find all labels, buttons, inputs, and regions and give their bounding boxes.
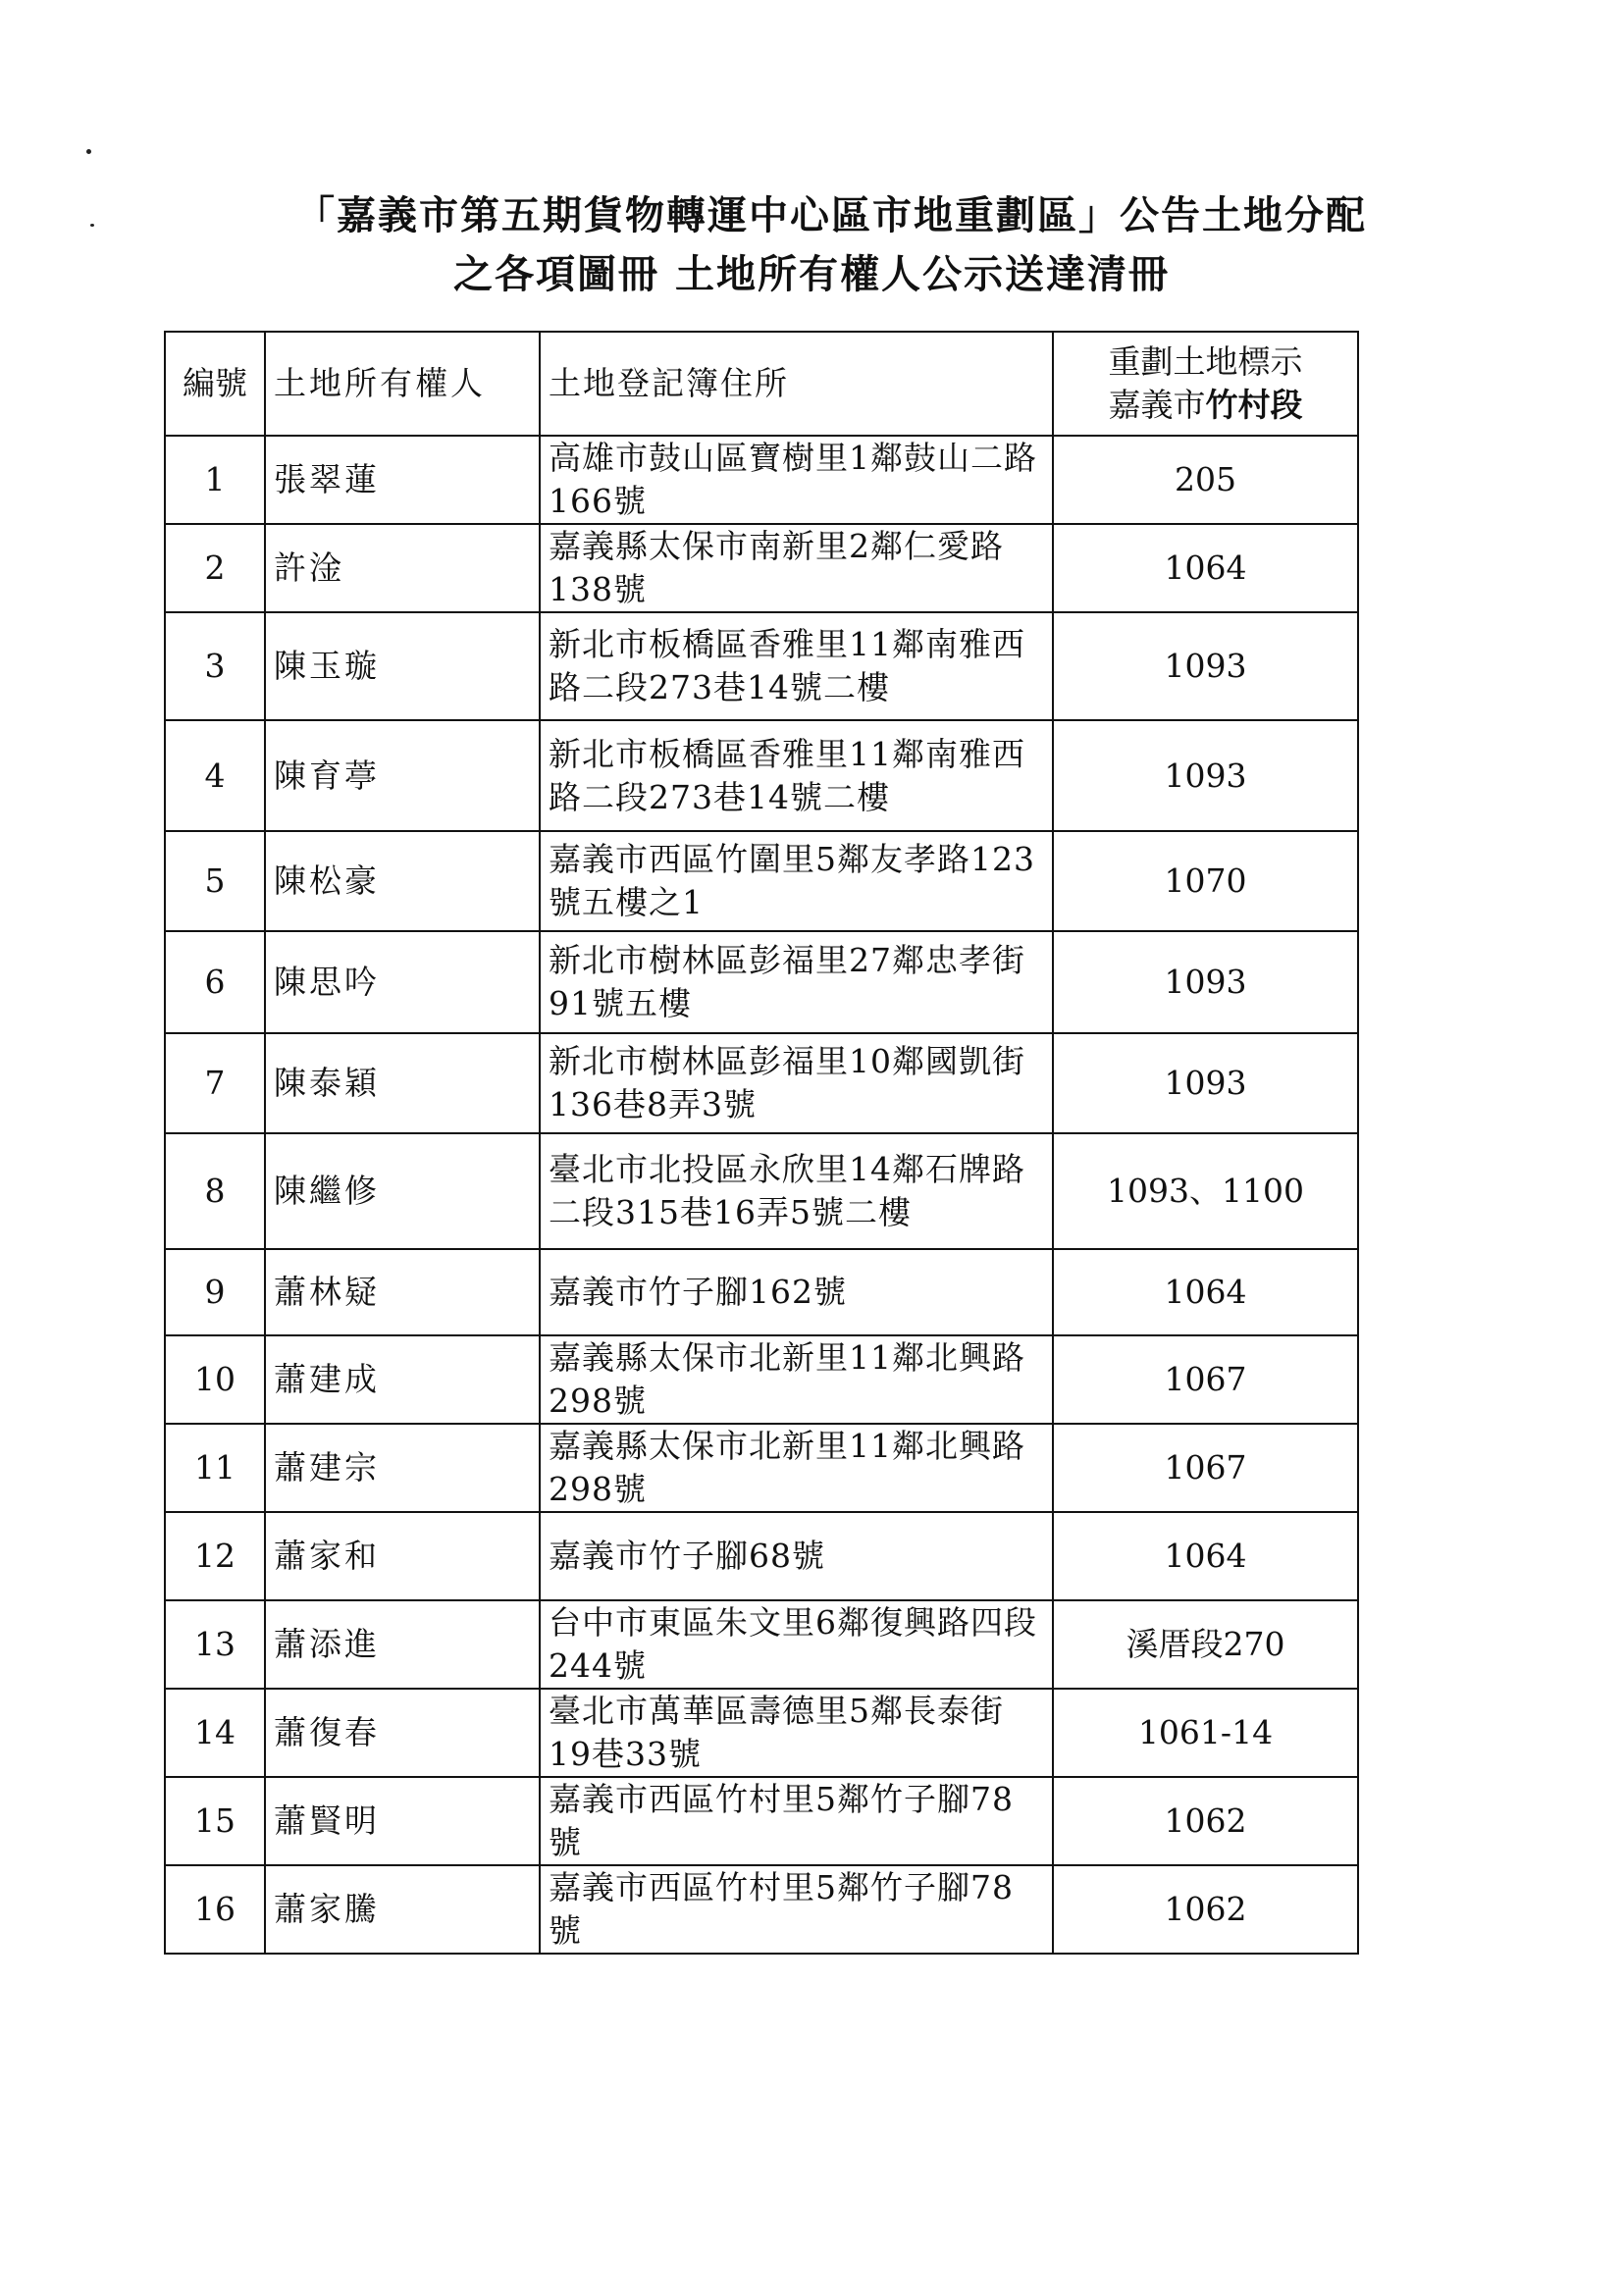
table-row bbox=[165, 1335, 1358, 1424]
row-parcel: 1093 bbox=[1053, 931, 1358, 1033]
header-owner: 土地所有權人 bbox=[265, 332, 540, 436]
row-number: 16 bbox=[165, 1865, 265, 1954]
row-parcel: 1061-14 bbox=[1053, 1689, 1358, 1777]
row-address: 台中市東區朱文里6鄰復興路四段244號 bbox=[540, 1600, 1053, 1689]
table-row bbox=[165, 1033, 1358, 1133]
row-address: 嘉義縣太保市南新里2鄰仁愛路138號 bbox=[540, 524, 1053, 612]
header-parcel-section: 竹村段 bbox=[1205, 386, 1303, 424]
row-address: 嘉義市竹子腳68號 bbox=[540, 1512, 1053, 1600]
row-owner: 陳松豪 bbox=[265, 831, 540, 931]
row-parcel: 1070 bbox=[1053, 831, 1358, 931]
row-owner: 蕭家和 bbox=[265, 1512, 540, 1600]
row-owner: 蕭賢明 bbox=[265, 1777, 540, 1865]
row-owner: 蕭復春 bbox=[265, 1689, 540, 1777]
table-row bbox=[165, 1600, 1358, 1689]
title-line-2: 之各項圖冊 土地所有權人公示送達清冊 bbox=[453, 251, 1170, 297]
row-number: 15 bbox=[165, 1777, 265, 1865]
row-number: 13 bbox=[165, 1600, 265, 1689]
row-address: 嘉義市西區竹圍里5鄰友孝路123號五樓之1 bbox=[540, 831, 1053, 931]
row-parcel: 溪厝段270 bbox=[1053, 1600, 1358, 1689]
table-row bbox=[165, 1512, 1358, 1600]
scan-speck bbox=[86, 149, 91, 154]
row-address: 新北市樹林區彭福里27鄰忠孝街91號五樓 bbox=[540, 931, 1053, 1033]
row-parcel: 1093 bbox=[1053, 720, 1358, 831]
row-owner: 陳泰穎 bbox=[265, 1033, 540, 1133]
row-address: 新北市板橋區香雅里11鄰南雅西路二段273巷14號二樓 bbox=[540, 612, 1053, 720]
row-parcel: 1064 bbox=[1053, 1249, 1358, 1335]
row-address: 嘉義市西區竹村里5鄰竹子腳78號 bbox=[540, 1777, 1053, 1865]
row-number: 9 bbox=[165, 1249, 265, 1335]
row-address: 嘉義縣太保市北新里11鄰北興路298號 bbox=[540, 1424, 1053, 1512]
row-parcel: 1064 bbox=[1053, 1512, 1358, 1600]
row-parcel: 1093 bbox=[1053, 612, 1358, 720]
row-owner: 蕭添進 bbox=[265, 1600, 540, 1689]
header-parcel-line1: 重劃土地標示 bbox=[1108, 342, 1303, 381]
table-row bbox=[165, 1133, 1358, 1249]
table-body bbox=[165, 436, 1358, 1954]
document-title bbox=[0, 186, 1623, 304]
title-line-1: 「嘉義市第五期貨物轉運中心區市地重劃區」公告土地分配 bbox=[295, 192, 1367, 238]
row-number: 14 bbox=[165, 1689, 265, 1777]
row-address: 高雄市鼓山區寶樹里1鄰鼓山二路166號 bbox=[540, 436, 1053, 524]
table-row bbox=[165, 1777, 1358, 1865]
row-number: 7 bbox=[165, 1033, 265, 1133]
header-parcel bbox=[1053, 332, 1358, 436]
row-address: 臺北市北投區永欣里14鄰石牌路二段315巷16弄5號二樓 bbox=[540, 1133, 1053, 1249]
header-parcel-line2 bbox=[1062, 384, 1349, 427]
row-owner: 蕭家騰 bbox=[265, 1865, 540, 1954]
row-parcel: 1062 bbox=[1053, 1777, 1358, 1865]
row-number: 11 bbox=[165, 1424, 265, 1512]
row-owner: 陳育葶 bbox=[265, 720, 540, 831]
row-owner: 蕭林疑 bbox=[265, 1249, 540, 1335]
row-parcel: 1067 bbox=[1053, 1424, 1358, 1512]
header-address: 土地登記簿住所 bbox=[540, 332, 1053, 436]
table-row bbox=[165, 612, 1358, 720]
row-number: 8 bbox=[165, 1133, 265, 1249]
row-number: 5 bbox=[165, 831, 265, 931]
header-parcel-city: 嘉義市 bbox=[1108, 386, 1206, 424]
row-parcel: 1064 bbox=[1053, 524, 1358, 612]
table-row bbox=[165, 831, 1358, 931]
row-parcel: 1062 bbox=[1053, 1865, 1358, 1954]
row-owner: 張翠蓮 bbox=[265, 436, 540, 524]
row-owner: 陳思吟 bbox=[265, 931, 540, 1033]
table-row bbox=[165, 1424, 1358, 1512]
row-address: 嘉義市西區竹村里5鄰竹子腳78號 bbox=[540, 1865, 1053, 1954]
row-owner: 陳玉璇 bbox=[265, 612, 540, 720]
row-address: 新北市樹林區彭福里10鄰國凱街136巷8弄3號 bbox=[540, 1033, 1053, 1133]
row-number: 10 bbox=[165, 1335, 265, 1424]
row-owner: 許淦 bbox=[265, 524, 540, 612]
row-owner: 陳繼修 bbox=[265, 1133, 540, 1249]
row-parcel: 1093 bbox=[1053, 1033, 1358, 1133]
row-address: 臺北市萬華區壽德里5鄰長泰街19巷33號 bbox=[540, 1689, 1053, 1777]
row-number: 2 bbox=[165, 524, 265, 612]
row-owner: 蕭建宗 bbox=[265, 1424, 540, 1512]
table-row bbox=[165, 1689, 1358, 1777]
table-row bbox=[165, 436, 1358, 524]
table-header-row bbox=[165, 332, 1358, 436]
row-number: 4 bbox=[165, 720, 265, 831]
row-number: 12 bbox=[165, 1512, 265, 1600]
row-number: 3 bbox=[165, 612, 265, 720]
row-address: 嘉義市竹子腳162號 bbox=[540, 1249, 1053, 1335]
row-number: 6 bbox=[165, 931, 265, 1033]
header-number: 編號 bbox=[165, 332, 265, 436]
row-number: 1 bbox=[165, 436, 265, 524]
table-row bbox=[165, 524, 1358, 612]
table-row bbox=[165, 1865, 1358, 1954]
row-address: 嘉義縣太保市北新里11鄰北興路298號 bbox=[540, 1335, 1053, 1424]
row-address: 新北市板橋區香雅里11鄰南雅西路二段273巷14號二樓 bbox=[540, 720, 1053, 831]
table-row bbox=[165, 1249, 1358, 1335]
row-parcel: 1067 bbox=[1053, 1335, 1358, 1424]
row-owner: 蕭建成 bbox=[265, 1335, 540, 1424]
table-row bbox=[165, 931, 1358, 1033]
row-parcel: 205 bbox=[1053, 436, 1358, 524]
table-row bbox=[165, 720, 1358, 831]
row-parcel: 1093、1100 bbox=[1053, 1133, 1358, 1249]
owner-roster-table bbox=[164, 331, 1359, 1955]
